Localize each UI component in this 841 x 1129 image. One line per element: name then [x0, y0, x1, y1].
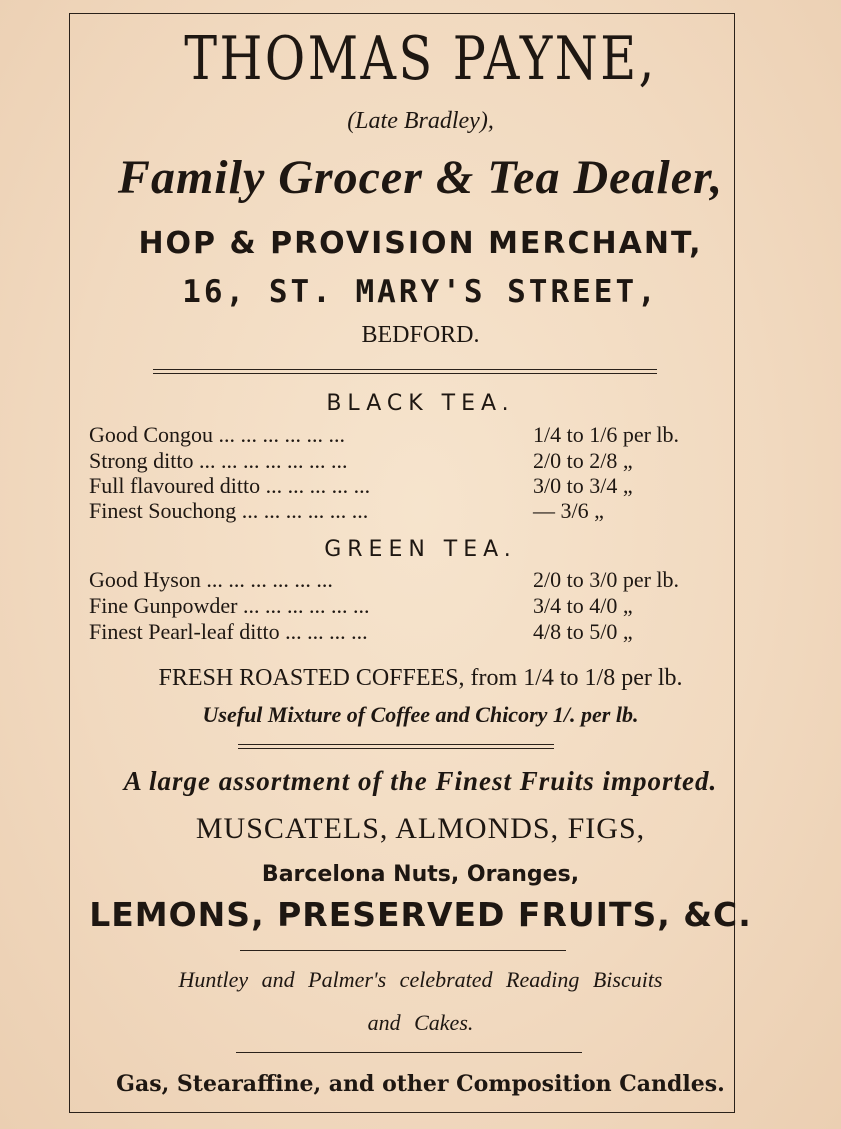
green-tea-heading: GREEN TEA. [324, 537, 517, 562]
price-item: Good Hyson ... ... ... ... ... ... [89, 567, 333, 592]
biscuits-line-1: Huntley and Palmer's celebrated Reading Biscuits [178, 967, 663, 992]
price-item: Good Congou ... ... ... ... ... ... [89, 422, 346, 447]
divider-rule [236, 1052, 582, 1053]
coffee-mixture-line: Useful Mixture of Coffee and Chicory 1/. per lb. [202, 702, 639, 727]
candles-line: Gas, Stearaffine, and other Composition Candles. [116, 1071, 725, 1097]
divider-rule [153, 369, 657, 374]
fruits-assortment: A large assortment of the Finest Fruits imported. [123, 766, 718, 796]
price-row [0, 422, 841, 446]
price-row [0, 619, 841, 643]
price-value: 2/0 to 2/8 „ [533, 448, 633, 473]
price-item: Strong ditto ... ... ... ... ... ... ... [89, 448, 348, 473]
price-value: 3/0 to 3/4 „ [533, 473, 633, 498]
trade-title: Family Grocer & Tea Dealer, [117, 151, 724, 204]
price-item: Finest Souchong ... ... ... ... ... ... [89, 498, 369, 523]
price-value: — 3/6 „ [533, 498, 604, 523]
price-value: 1/4 to 1/6 per lb. [533, 422, 680, 447]
town: BEDFORD. [361, 322, 480, 348]
merchant-name: THOMAS PAYNE, [184, 24, 657, 94]
black-tea-heading: BLACK TEA. [326, 391, 515, 416]
divider-rule [240, 950, 566, 951]
price-row [0, 473, 841, 497]
price-value: 2/0 to 3/0 per lb. [533, 567, 680, 592]
trade-subtitle: HOP & PROVISION MERCHANT, [138, 226, 703, 261]
price-value: 3/4 to 4/0 „ [533, 593, 633, 618]
price-value: 4/8 to 5/0 „ [533, 619, 633, 644]
fruits-barcelona: Barcelona Nuts, Oranges, [261, 862, 580, 887]
price-row [0, 448, 841, 472]
price-item: Full flavoured ditto ... ... ... ... ... [89, 473, 371, 498]
divider-rule [238, 744, 554, 749]
biscuits-line-2: and Cakes. [367, 1010, 474, 1035]
fruits-lemons: LEMONS, PRESERVED FRUITS, &C. [89, 895, 752, 934]
fruits-muscatels: MUSCATELS, ALMONDS, FIGS, [195, 812, 646, 845]
price-item: Finest Pearl-leaf ditto ... ... ... ... [89, 619, 368, 644]
price-row [0, 593, 841, 617]
late-bradley-note: (Late Bradley), [347, 108, 494, 134]
price-item: Fine Gunpowder ... ... ... ... ... ... [89, 593, 370, 618]
price-row [0, 567, 841, 591]
price-row [0, 498, 841, 522]
coffee-line: FRESH ROASTED COFFEES, from 1/4 to 1/8 per lb. [158, 665, 683, 691]
street-address: 16, ST. MARY'S STREET, [182, 274, 659, 310]
